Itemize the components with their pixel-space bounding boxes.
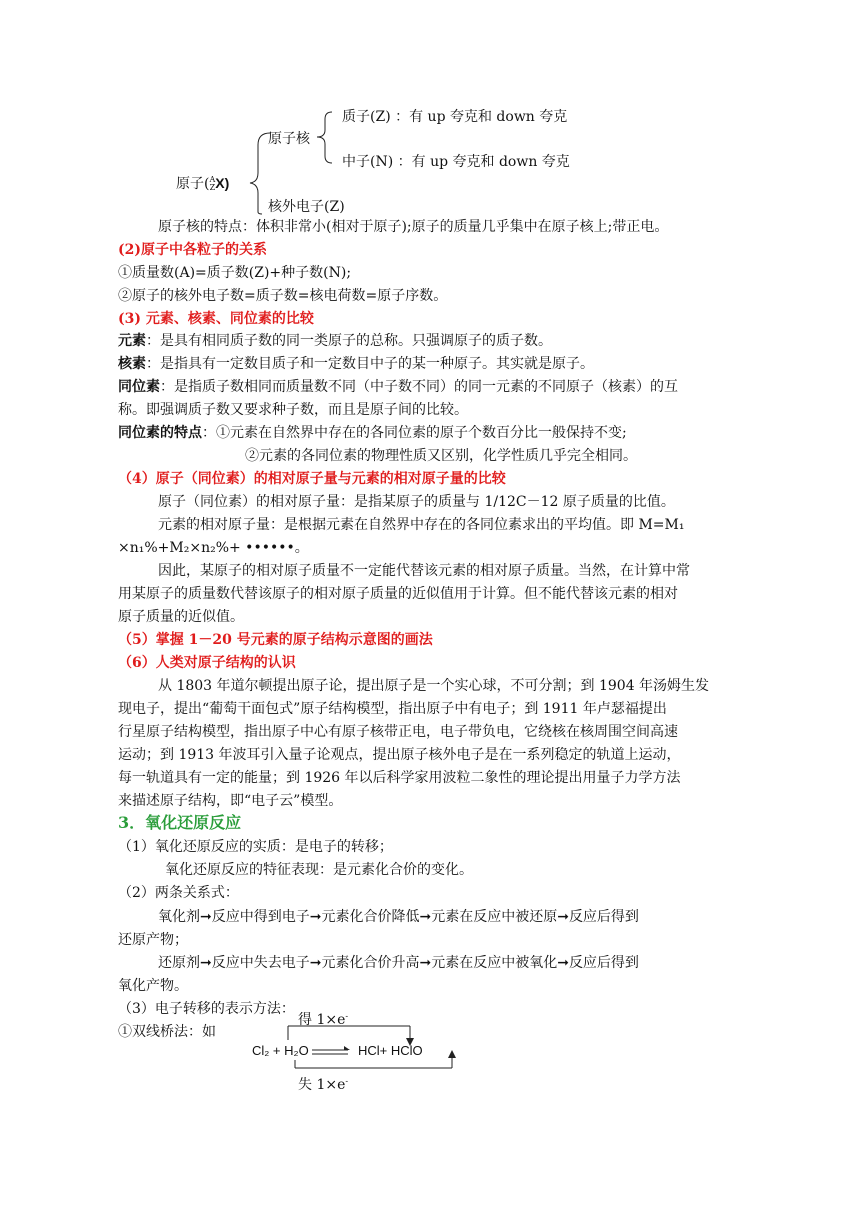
isotope-text: ：是指质子数相同而质量数不同（中子数不同）的同一元素的不同原子（核素）的互 [160,379,678,395]
sec2-heading: (2)原子中各粒子的关系 [118,242,267,258]
isofeat-1: ：①元素在自然界中存在的各同位素的原子个数百分比一般保持不变; [202,425,627,441]
proton-label: 质子(Z) ：有 up 夸克和 down 夸克 [342,109,568,125]
gain-sup: - [345,1011,349,1021]
atomic-number-sub: Z [209,183,216,192]
sec4-line4: 因此，某原子的相对原子质量不一定能代替该元素的相对原子质量。当然，在计算中常 [158,563,690,579]
nucleus-features: 原子核的特点：体积非常小(相对于原子);原子的质量几乎集中在原子核上;带正电。 [158,219,669,235]
chain-step: 元素化合价升高 [321,955,420,971]
sec2-line1: ①质量数(A)=质子数(Z)+种子数(N); [118,265,352,281]
arrow-icon: ➞ [200,909,212,925]
sec4-line6: 原子质量的近似值。 [118,609,244,625]
sec6-heading: （6）人类对原子结构的认识 [118,655,296,671]
atom-text: 原子( [176,176,210,192]
arrow-icon: ➞ [419,955,432,971]
isotope-features [118,422,728,444]
element-def [118,330,728,352]
element-term: 元素 [118,333,146,349]
sec6-line2: 现电子，提出“葡萄干面包式”原子结构模型，指出原子中有电子；到 1911 年卢瑟福提出 [118,701,667,717]
arrow-icon: ➞ [557,955,569,971]
isotope-features-2: ②元素的各同位素的物理性质又区别，化学性质几乎完全相同。 [245,448,637,464]
nuclide-term: 核素 [118,356,146,372]
sec2-line2: ②原子的核外电子数=质子数=核电荷数=原子序数。 [118,288,448,304]
isofeat-term: 同位素的特点 [118,425,202,441]
lose-label [298,1074,348,1094]
redox-s1b: 氧化还原反应的特征表现：是元素化合价的变化。 [165,862,473,878]
sec4-line3: ×n₁%+M₂×n₂%+ ••••••。 [118,540,309,556]
sec4-line5: 用某原子的质量数代替该原子的相对原子质量的近似值用于计算。但不能代替该元素的相对 [118,586,678,602]
sec6-line5: 每一轨道具有一定的能量；到 1926 年以后科学家用波粒二象性的理论提出用量子力学方法 [118,770,681,786]
neutron-label: 中子(N) ：有 up 夸克和 down 夸克 [342,154,570,170]
redox-s1: （1）氧化还原反应的实质：是电子的转移； [118,839,393,855]
redox-s3: （3）电子转移的表示方法： [118,1001,295,1017]
electrons-label: 核外电子(Z) [268,199,345,215]
redox-s3a: ①双线桥法：如 [118,1024,216,1040]
equation-left: Cl₂ + H₂O [252,1043,309,1058]
isotope-term: 同位素 [118,379,160,395]
arrow-icon: ➞ [419,909,432,925]
arrow-icon: ➞ [200,955,212,971]
sec4-heading: （4）原子（同位素）的相对原子量与元素的相对原子量的比较 [118,471,506,487]
nuclide-text: ：是指具有一定数目质子和一定数目中子的某一种原子。其实就是原子。 [146,356,594,372]
arrow-icon: ➞ [557,909,569,925]
sec4-line1: 原子（同位素）的相对原子量：是指某原子的质量与 1/12C－12 原子质量的比值。 [158,494,675,510]
chain-step: 反应后得到 [568,955,639,971]
atom-label [176,173,229,193]
sec6-line1: 从 1803 年道尔顿提出原子论，提出原子是一个实心球，不可分割；到 1904 年汤姆生发 [158,678,710,694]
sec6-line6: 来描述原子结构，即“电子云”模型。 [118,793,343,809]
chain-step: 元素在反应中被氧化 [431,955,558,971]
equation-right: HCl+ HClO [358,1043,423,1058]
chain-step: 氧化剂 [158,909,200,925]
lose-text: 失 1×e [298,1077,346,1093]
sec5-heading: （5）掌握 1－20 号元素的原子结构示意图的画法 [118,632,433,648]
arrow-icon: ➞ [309,909,322,925]
oxidant-chain [158,906,768,928]
atom-symbol: X) [215,175,230,191]
redox-heading: 3．氧化还原反应 [118,813,242,832]
nuclide-def [118,353,728,375]
chain-step: 元素在反应中被还原 [431,909,558,925]
reductant-tail: 氧化产物。 [118,978,188,994]
isotope-def-2: 称。即强调质子数又要求种子数，而且是原子间的比较。 [118,402,468,418]
sec6-line4: 运动；到 1913 年波耳引入量子论观点，提出原子核外电子是在一系列稳定的轨道上运动， [118,747,681,763]
arrow-icon: ➞ [309,955,322,971]
isotope-def [118,376,728,398]
oxidant-tail: 还原产物； [118,932,188,948]
nucleus-label: 原子核 [268,131,310,147]
gain-label [298,1009,348,1029]
sec6-line3: 行星原子结构模型，指出原子中心有原子核带正电，电子带负电，它绕核在核周围空间高速 [118,724,678,740]
reductant-chain [158,952,768,974]
chain-step: 元素化合价降低 [321,909,420,925]
chain-step: 还原剂 [158,955,200,971]
element-text: ：是具有相同质子数的同一类原子的总称。只强调原子的质子数。 [146,333,552,349]
chain-step: 反应后得到 [568,909,639,925]
lose-sup: - [345,1076,349,1086]
mass-number-sup: A [209,175,216,184]
redox-s2: （2）两条关系式： [118,885,239,901]
sec4-line2: 元素的相对原子量：是根据元素在自然界中存在的各同位素求出的平均值。即 M=M₁ [158,517,685,533]
sec3-heading: (3) 元素、核素、同位素的比较 [118,311,314,327]
chain-step: 反应中失去电子 [211,955,310,971]
gain-text: 得 1×e [298,1012,346,1028]
chain-step: 反应中得到电子 [211,909,310,925]
